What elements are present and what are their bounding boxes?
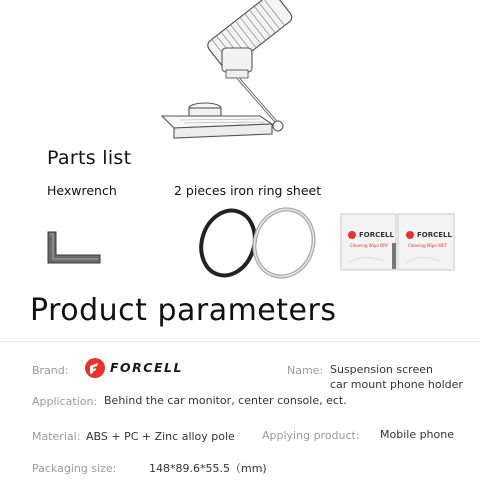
iron-ring-icon [198, 206, 318, 280]
application-label: Application: [32, 395, 98, 408]
applying-product-label: Applying product: [262, 429, 360, 442]
material-value: ABS + PC + Zinc alloy pole [86, 430, 235, 443]
wipe-dry-text: Cleaning Wipe DRY [350, 243, 389, 248]
forcell-logo [84, 357, 196, 379]
wipe-brand-dry: FORCELL [359, 231, 394, 239]
name-line-1: Suspension screen [330, 363, 433, 376]
brand-logo-text: FORCELL [110, 360, 183, 375]
hex-wrench-icon [44, 228, 104, 268]
cleaning-wipe-icon [340, 213, 455, 271]
product-parameters-title: Product parameters [30, 293, 337, 328]
material-label: Material: [32, 430, 81, 443]
name-line-2: car mount phone holder [330, 378, 463, 391]
application-value: Behind the car monitor, center console, ect. [104, 394, 347, 407]
hexwrench-label: Hexwrench [47, 183, 117, 198]
car-mount-illustration [160, 0, 330, 140]
packaging-size-value: 148*89.6*55.5（mm) [149, 462, 267, 475]
name-label: Name: [287, 364, 324, 377]
wipe-brand-wet: FORCELL [417, 231, 452, 239]
brand-label: Brand: [32, 364, 69, 377]
divider [0, 341, 480, 342]
parts-list-title: Parts list [47, 147, 132, 169]
cleaning-wipes [340, 213, 455, 271]
applying-product-value: Mobile phone [380, 428, 455, 441]
packaging-size-label: Packaging size: [32, 462, 117, 475]
wipe-wet-text: Cleaning Wipe WET [408, 243, 447, 248]
name-value [330, 362, 480, 392]
iron-ring-label: 2 pieces iron ring sheet [174, 183, 322, 198]
